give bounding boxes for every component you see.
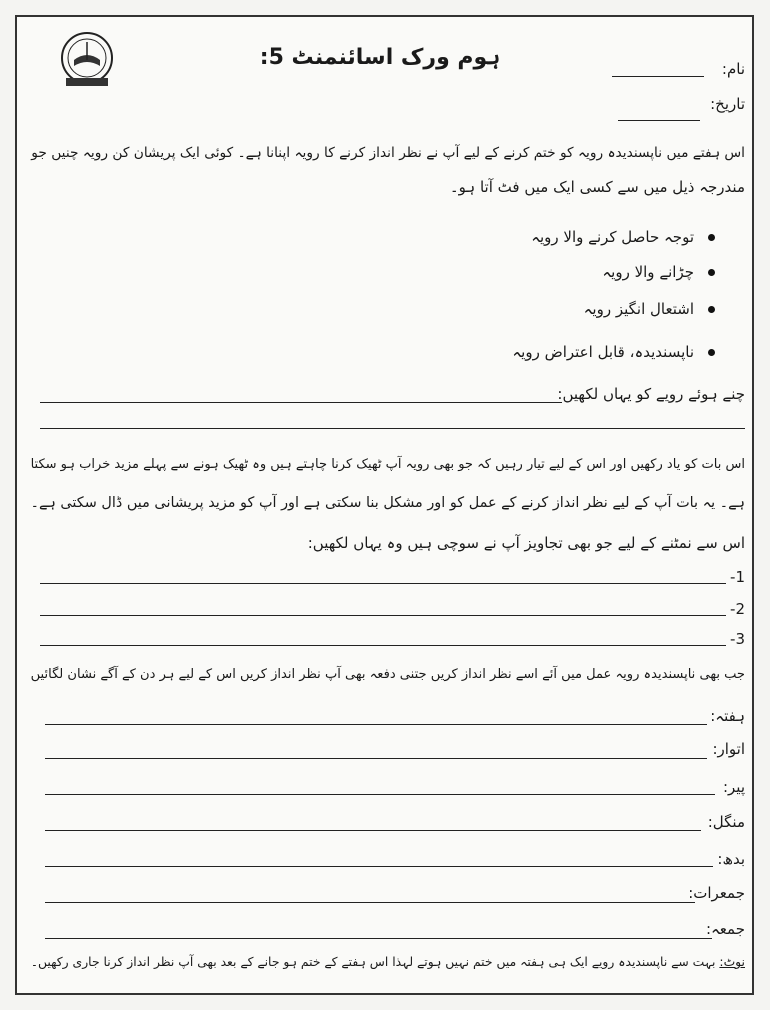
strategy-number: 1- bbox=[730, 568, 745, 586]
tally-field-saturday[interactable] bbox=[45, 724, 707, 725]
chosen-behavior-field-2[interactable] bbox=[40, 428, 745, 429]
name-field[interactable] bbox=[612, 76, 704, 77]
name-label: نام: bbox=[721, 60, 745, 78]
day-label-saturday: ہفتہ: bbox=[710, 707, 745, 725]
tally-field-tuesday[interactable] bbox=[45, 830, 701, 831]
date-field[interactable] bbox=[618, 120, 700, 121]
tally-prompt: جب بھی ناپسندیدہ رویہ عمل میں آئے اسے نظر انداز کریں جتنی دفعہ بھی آپ نظر انداز کریں اس کے لیے ہر دن کے آگے نشان لگائیں bbox=[30, 667, 745, 682]
behavior-label: ناپسندیدہ، قابل اعتراض رویہ bbox=[512, 343, 694, 361]
tally-field-sunday[interactable] bbox=[45, 758, 707, 759]
page-title: ہوم ورک اسائنمنٹ 5: bbox=[259, 45, 501, 70]
intro-line-2: مندرجہ ذیل میں سے کسی ایک میں فٹ آتا ہو۔ bbox=[449, 178, 745, 196]
strategy-field-1[interactable] bbox=[40, 583, 726, 584]
behavior-item bbox=[602, 263, 715, 281]
intro-line-1: اس ہفتے میں ناپسندیدہ رویہ کو ختم کرنے کے لیے آپ نے نظر انداز کرنے کا رویہ اپنانا ہے۔ کوئی ایک پریشان کن رویہ چنیں جو bbox=[31, 145, 745, 161]
footnote bbox=[31, 955, 745, 969]
behavior-item bbox=[512, 343, 715, 361]
note-label: نوٹ: bbox=[719, 955, 745, 969]
day-label-monday: پیر: bbox=[722, 778, 745, 796]
behavior-label: چڑانے والا رویہ bbox=[602, 263, 694, 281]
bullet-icon bbox=[708, 269, 715, 276]
strategy-field-2[interactable] bbox=[40, 615, 726, 616]
day-label-friday: جمعہ: bbox=[705, 920, 745, 938]
date-label: تاریخ: bbox=[710, 95, 745, 113]
behavior-label: توجہ حاصل کرنے والا رویہ bbox=[531, 228, 694, 246]
behavior-item bbox=[584, 300, 715, 318]
strategies-prompt: اس سے نمٹنے کے لیے جو بھی تجاویز آپ نے سوچی ہیں وہ یہاں لکھیں: bbox=[307, 534, 745, 552]
note-text: بہت سے ناپسندیدہ رویے ایک ہی ہفتہ میں ختم نہیں ہوتے لہذا اس ہفتے کے ختم ہو جانے کے بعد بھی آپ نظر انداز کرنا جاری رکھیں۔ bbox=[30, 955, 716, 969]
tally-field-monday[interactable] bbox=[45, 794, 715, 795]
institution-logo bbox=[56, 30, 118, 92]
warning-line-2: ہے۔ یہ بات آپ کے لیے نظر انداز کرنے کے عمل کو اور مشکل بنا سکتی ہے اور آپ کو مزید پریشانی میں ڈال سکتی ہے۔ bbox=[30, 495, 745, 511]
day-label-thursday: جمعرات: bbox=[688, 884, 745, 902]
tally-field-friday[interactable] bbox=[45, 938, 712, 939]
bullet-icon bbox=[708, 306, 715, 313]
chosen-behavior-label: چنے ہوئے رویے کو یہاں لکھیں: bbox=[557, 385, 745, 403]
day-label-tuesday: منگل: bbox=[707, 813, 745, 831]
strategy-number: 2- bbox=[730, 600, 745, 618]
tally-field-wednesday[interactable] bbox=[45, 866, 713, 867]
behavior-item bbox=[531, 228, 715, 246]
day-label-sunday: اتوار: bbox=[712, 740, 745, 758]
strategy-number: 3- bbox=[730, 630, 745, 648]
behavior-label: اشتعال انگیز رویہ bbox=[583, 300, 694, 318]
warning-line-1: اس بات کو یاد رکھیں اور اس کے لیے تیار رہیں کہ جو بھی رویہ آپ ٹھیک کرنا چاہتے ہیں وہ ٹھیک ہونے سے پہلے مزید خراب ہو سکتا bbox=[30, 457, 745, 472]
day-label-wednesday: بدھ: bbox=[717, 850, 745, 868]
bullet-icon bbox=[708, 234, 715, 241]
tally-field-thursday[interactable] bbox=[45, 902, 695, 903]
bullet-icon bbox=[708, 349, 715, 356]
chosen-behavior-field[interactable] bbox=[40, 402, 562, 403]
strategy-field-3[interactable] bbox=[40, 645, 726, 646]
